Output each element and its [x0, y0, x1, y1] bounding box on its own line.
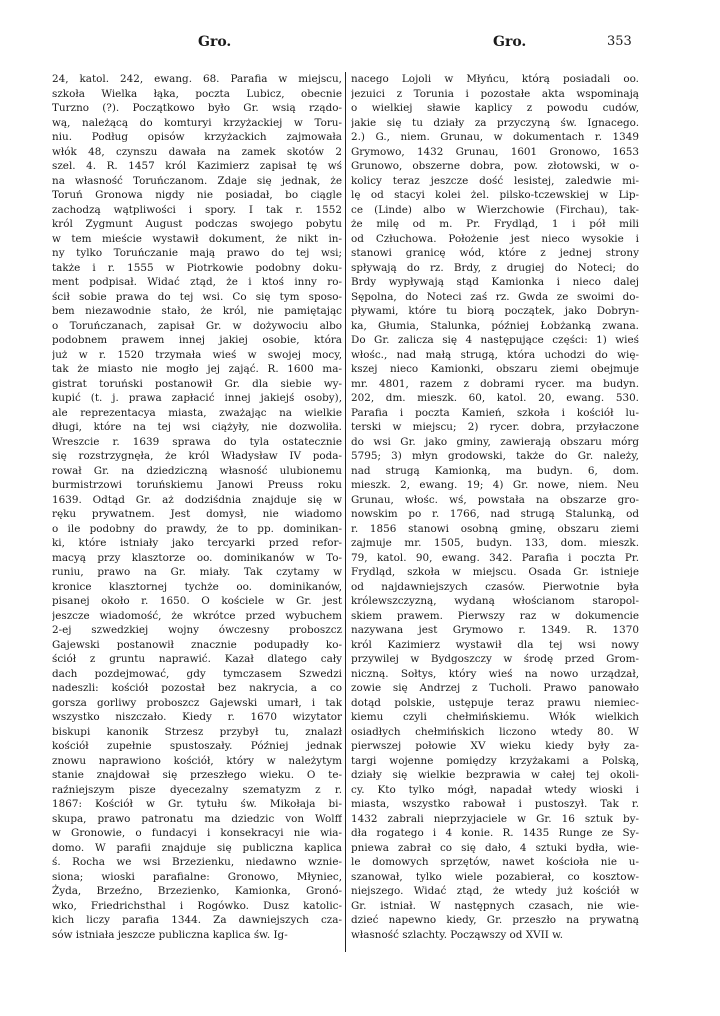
text-line: Gajewski postanowił znacznie podupadły ko-	[52, 638, 342, 651]
text-line: ś. Rocha we wsi Brzezienku, niedawno wznie-	[52, 856, 342, 868]
text-line: cy. Kto tylko mógł, napadał wtedy wioski i	[351, 783, 639, 796]
text-line: o wielkiej sławie kaplicy z powodu cudów,	[351, 102, 639, 114]
text-line: pływami, które tu biorą początek, jako Dobryn-	[351, 305, 639, 317]
text-line: stanie znajdował się przeszłego wieku. O te-	[52, 769, 342, 781]
text-line: Grunowo, obszerne dobra, pow. złotowski, w o-	[351, 160, 639, 172]
text-line: siona; wioski parafialne: Gronowo, Młyniec,	[52, 870, 342, 883]
text-line: w tem mieście wystawił dokument, że nikt in-	[52, 232, 342, 245]
text-line: Żyda, Brzeźno, Brzezienko, Kamionka, Gronó-	[52, 885, 342, 897]
text-line: skiem prawem. Pierwszy raz w dokumencie	[351, 609, 639, 622]
text-line: ręku prywatnem. Jest domysł, nie wiadomo	[52, 508, 342, 520]
text-line: bem niezawodnie stało, że król, nie pamiętając	[52, 305, 342, 317]
text-line: nacego Lojoli w Młyńcu, którą posiadali oo.	[351, 73, 639, 85]
text-line: królewszczyzną, wydaną włościanom staropol-	[351, 595, 639, 607]
text-line: Do Gr. zalicza się 4 następujące części: 1) wieś	[351, 334, 639, 346]
running-head-right: Gro.	[493, 34, 527, 50]
text-line: 1867: Kościół w Gr. tytułu św. Mikołaja bi-	[52, 798, 342, 810]
text-line: ka, Głumia, Stalunka, później Łobżanką zwana.	[351, 319, 639, 332]
text-line: 24, katol. 242, ewang. 68. Parafia w miejscu,	[52, 73, 342, 85]
text-line: król Zygmunt August podczas swojego pobytu	[52, 218, 342, 230]
text-line: nadeszli: kościół pozostał bez nakrycia, a co	[52, 682, 342, 694]
text-line: kronice klasztornej tychże oo. dominikanów,	[52, 580, 342, 593]
text-line: szel. 4. R. 1457 król Kazimierz zapisał tę wś	[52, 160, 342, 172]
left-column	[52, 72, 342, 942]
page-header	[0, 34, 720, 56]
text-line: kich liczy parafia 1344. Za dawniejszych cza-	[52, 914, 342, 926]
text-line: w Gronowie, o fundacyi i konsekracyi nie wia-	[52, 827, 342, 839]
text-line: ce (Linde) albo w Wierzchowie (Firchau), tak-	[351, 203, 639, 216]
text-line: nowskim po r. 1766, nad strugą Stalunką, od	[351, 508, 639, 520]
text-line: wko, Friedrichsthal i Rogówko. Dusz katolic-	[52, 899, 342, 912]
text-line: ścił sobie prawa do tej wsi. Co się tym sposo-	[52, 290, 342, 303]
text-line: macyą przy klasztorze oo. dominikanów w To-	[52, 551, 342, 564]
text-line: 5795; 3) młyn grodowski, także do Gr. należy,	[351, 450, 639, 462]
text-line: terski w miejscu; 2) rycer. dobra, przyłaczone	[351, 421, 639, 433]
text-line: wą, należącą do komturyi krzyżackiej w Toru-	[52, 116, 342, 129]
text-line: podobnem prawem innej jakiej osobie, która	[52, 334, 342, 346]
text-line: Brdy wypływają stąd Kamionka i nieco dalej	[351, 276, 639, 288]
text-line: rował Gr. na dziedziczną własność ulubionemu	[52, 464, 342, 477]
text-line: r. 1856 stanowi osobną gminę, obszaru ziemi	[351, 522, 639, 535]
text-line: długi, które na tej wsi ciążyły, nie dozwoliła.	[52, 421, 342, 433]
text-line: od najdawniejszych czasów. Pierwotnie była	[351, 580, 639, 593]
page-number: 353	[607, 34, 632, 49]
text-line: 2-ej szwedzkiej wojny ówczesny proboszcz	[52, 624, 342, 636]
text-line: Wreszcie r. 1639 sprawa do tyla ostatecznie	[52, 435, 342, 448]
text-line: domo. W parafii znajduje się publiczna kaplica	[52, 841, 342, 854]
text-line: na własność Toruńczanom. Zdaje się jednak, że	[52, 174, 342, 187]
text-line: ale reprezentacya miasta, zważając na wielkie	[52, 406, 342, 419]
text-line: jezuici z Torunia i pozostałe akta wspominają	[351, 87, 639, 100]
text-line: gorsza gorliwy proboszcz Gajewski umarł, i tak	[52, 696, 342, 709]
text-line: o Toruńczanach, zapisał Gr. w dożywociu albo	[52, 319, 342, 332]
text-line: mr. 4801, razem z dobrami rycer. ma budyn.	[351, 377, 639, 390]
text-line: Sępolna, do Noteci zaś rz. Gwda ze swoimi do-	[351, 290, 639, 303]
text-line: działy się wielkie bezprawia w całej tej okoli-	[351, 769, 639, 781]
text-line: o ile podobny do prawdy, że to pp. dominikan-	[52, 522, 342, 535]
text-line: mieszk. 2, ewang. 19; 4) Gr. nowe, niem. Neu	[351, 479, 639, 491]
text-line: własność szlachty. Począwszy od XVII w.	[351, 928, 564, 941]
text-line: także i r. 1555 w Piotrkowie podobny doku-	[52, 261, 342, 274]
text-line: szanował, tylko wiele pozabierał, co kosztow-	[351, 870, 639, 883]
text-line: Frydląd, szkoła w miejscu. Osada Gr. istnieje	[351, 566, 639, 578]
text-line: kupić (t. j. prawa zapłacić innej jakiejś osoby),	[52, 392, 342, 404]
text-line: dła rogatego i 4 konie. R. 1435 Runge ze Sy-	[351, 827, 639, 839]
text-line: burmistrzowi toruńskiemu Janowi Preuss roku	[52, 479, 342, 491]
text-line: targi wojenne pomiędzy krzyżakami a Polską,	[351, 754, 639, 767]
text-line: Parafia i poczta Kamień, szkoła i kościół lu-	[351, 406, 639, 419]
text-line: szkoła Wielka łąka, poczta Lubicz, obecnie	[52, 87, 342, 100]
column-divider	[345, 72, 346, 952]
text-line: nazywana jest Grymowo r. 1349. R. 1370	[351, 624, 639, 636]
text-line: ny tylko Toruńczanie mają prawo do tej wsi;	[52, 247, 342, 259]
text-line: jakie się tu działy za przyczyną św. Ignacego.	[351, 116, 639, 129]
text-line: znowu naprawiono kościół, który w należytym	[52, 754, 342, 767]
text-line: 1639. Odtąd Gr. aż dodziśdnia znajduje się w	[52, 493, 342, 506]
text-line: dach pozdejmować, gdy tymczasem Szwedzi	[52, 667, 342, 680]
text-line: zachodzą wątpliwości i spory. I tak r. 1552	[52, 203, 342, 216]
text-line: miasta, wszystko rabował i pustoszył. Tak r.	[351, 798, 639, 810]
text-line: 1432 zabrali nieprzyjaciele w Gr. 16 sztuk by-	[351, 812, 639, 825]
text-line: stanowi granicę wód, które z jednej strony	[351, 247, 639, 259]
text-line: zajmuje mr. 1505, budyn. 133, dom. mieszk.	[351, 537, 639, 549]
text-line: 79, katol. 90, ewang. 342. Parafia i poczta Pr.	[351, 551, 639, 564]
text-line: jeszcze wiadomość, że wkrótce przed wybuchem	[52, 609, 342, 622]
text-line: już w r. 1520 trzymała wieś w swojej mocy,	[52, 348, 342, 361]
text-line: 202, dm. mieszk. 60, katol. 20, ewang. 530.	[351, 392, 639, 404]
text-line: niu. Podług opisów krzyżackich zajmowała	[52, 131, 342, 143]
text-line: pniewa zabrał co się dało, 4 sztuki bydła, wie-	[351, 841, 639, 854]
text-line: ment podpisał. Widać ztąd, że i ktoś inny ro-	[52, 276, 342, 288]
text-line: Grymowo, 1432 Grunau, 1601 Gronowo, 1653	[351, 145, 639, 158]
text-line: dzieć napewno kiedy, Gr. przeszło na prywatną	[351, 914, 639, 926]
text-line: runiu, prawo na Gr. miały. Tak czytamy w	[52, 566, 342, 578]
text-line: raźniejszym pisze dyecezalny szematyzm z r.	[52, 783, 342, 796]
text-line: kszej nieco Kamionki, obszaru ziemi obejmuje	[351, 363, 639, 375]
text-line: włośc., nad małą strugą, która uchodzi do wię-	[351, 348, 639, 361]
text-line: przywilej w Bydgoszczy w środę przed Grom-	[351, 653, 639, 665]
text-line: król Kazimierz wystawił dla tej wsi nowy	[351, 638, 639, 651]
text-line: sów istniała jeszcze publiczna kaplica św. Ig-	[52, 928, 288, 941]
text-line: biskupi kanonik Strzesz przybył tu, znalazł	[52, 725, 342, 738]
text-line: le domowych sprzętów, nawet kościoła nie u-	[351, 856, 639, 868]
text-line: ki, które istniały jako tercyarki przed refor-	[52, 537, 342, 549]
text-line: od Człuchowa. Położenie jest nieco wysokie i	[351, 232, 639, 245]
text-line: że milę od m. Pr. Frydląd, 1 i pół mili	[351, 218, 639, 230]
text-line: ściół z gruntu naprawić. Kazał dlatego cały	[52, 653, 342, 665]
text-line: Gr. istniał. W następnych czasach, nie wie-	[351, 899, 639, 912]
right-column	[351, 72, 639, 942]
text-line: włók 48, czynszu dawała na zamek skotów 2	[52, 145, 342, 158]
text-line: Grunau, włośc. wś, powstała na obszarze gro-	[351, 493, 639, 506]
text-line: kiemu czyli chełmińskiemu. Włók wielkich	[351, 711, 639, 723]
text-line: niejszego. Widać ztąd, że wtedy już kościół w	[351, 885, 639, 897]
text-line: nad strugą Kamionką, ma budyn. 6, dom.	[351, 464, 639, 477]
text-line: kolicy teraz jeszcze dość lesistej, zaledwie mi-	[351, 174, 639, 187]
text-line: niczną. Sołtys, który wieś na nowo urządzał,	[351, 667, 639, 680]
text-line: pisanej około r. 1650. O kościele w Gr. jest	[52, 595, 342, 607]
text-line: spływają do rz. Brdy, z drugiej do Noteci; do	[351, 261, 639, 274]
text-line: tak że miasto nie mogło jej zająć. R. 1600 ma-	[52, 363, 342, 375]
text-line: skupa, prawo patronatu ma dziedzic von Wolff	[52, 812, 342, 825]
text-line: się rozstrzygnęła, że król Władysław IV poda-	[52, 450, 342, 462]
text-line: osiadłych chełmińskich liczono wtedy 80. W	[351, 725, 639, 738]
text-line: zowie się Andrzej z Tucholi. Prawo panowało	[351, 682, 639, 694]
text-line: kościół zupełnie spustoszały. Później jednak	[52, 740, 342, 752]
text-line: wszystko niszczało. Kiedy r. 1670 wizytator	[52, 711, 342, 723]
text-line: pierwszej połowie XV wieku kiedy były za-	[351, 740, 639, 752]
text-line: 2.) G., niem. Grunau, w dokumentach r. 1349	[351, 131, 639, 143]
text-line: lę od stacyi kolei żel. pilsko-tczewskiej w Lip-	[351, 189, 639, 201]
running-head-left: Gro.	[198, 34, 232, 50]
text-line: dotąd polskie, ustępuje teraz prawu niemiec-	[351, 696, 639, 709]
text-line: Toruń Gronowa nigdy nie posiadał, bo ciągle	[52, 189, 342, 201]
text-line: Turzno (?). Początkowo było Gr. wsią rządo-	[52, 102, 342, 114]
text-line: do wsi Gr. jako gminy, zawierają obszaru mórg	[351, 435, 639, 448]
text-line: gistrat toruński postanowił Gr. dla siebie wy-	[52, 377, 342, 390]
